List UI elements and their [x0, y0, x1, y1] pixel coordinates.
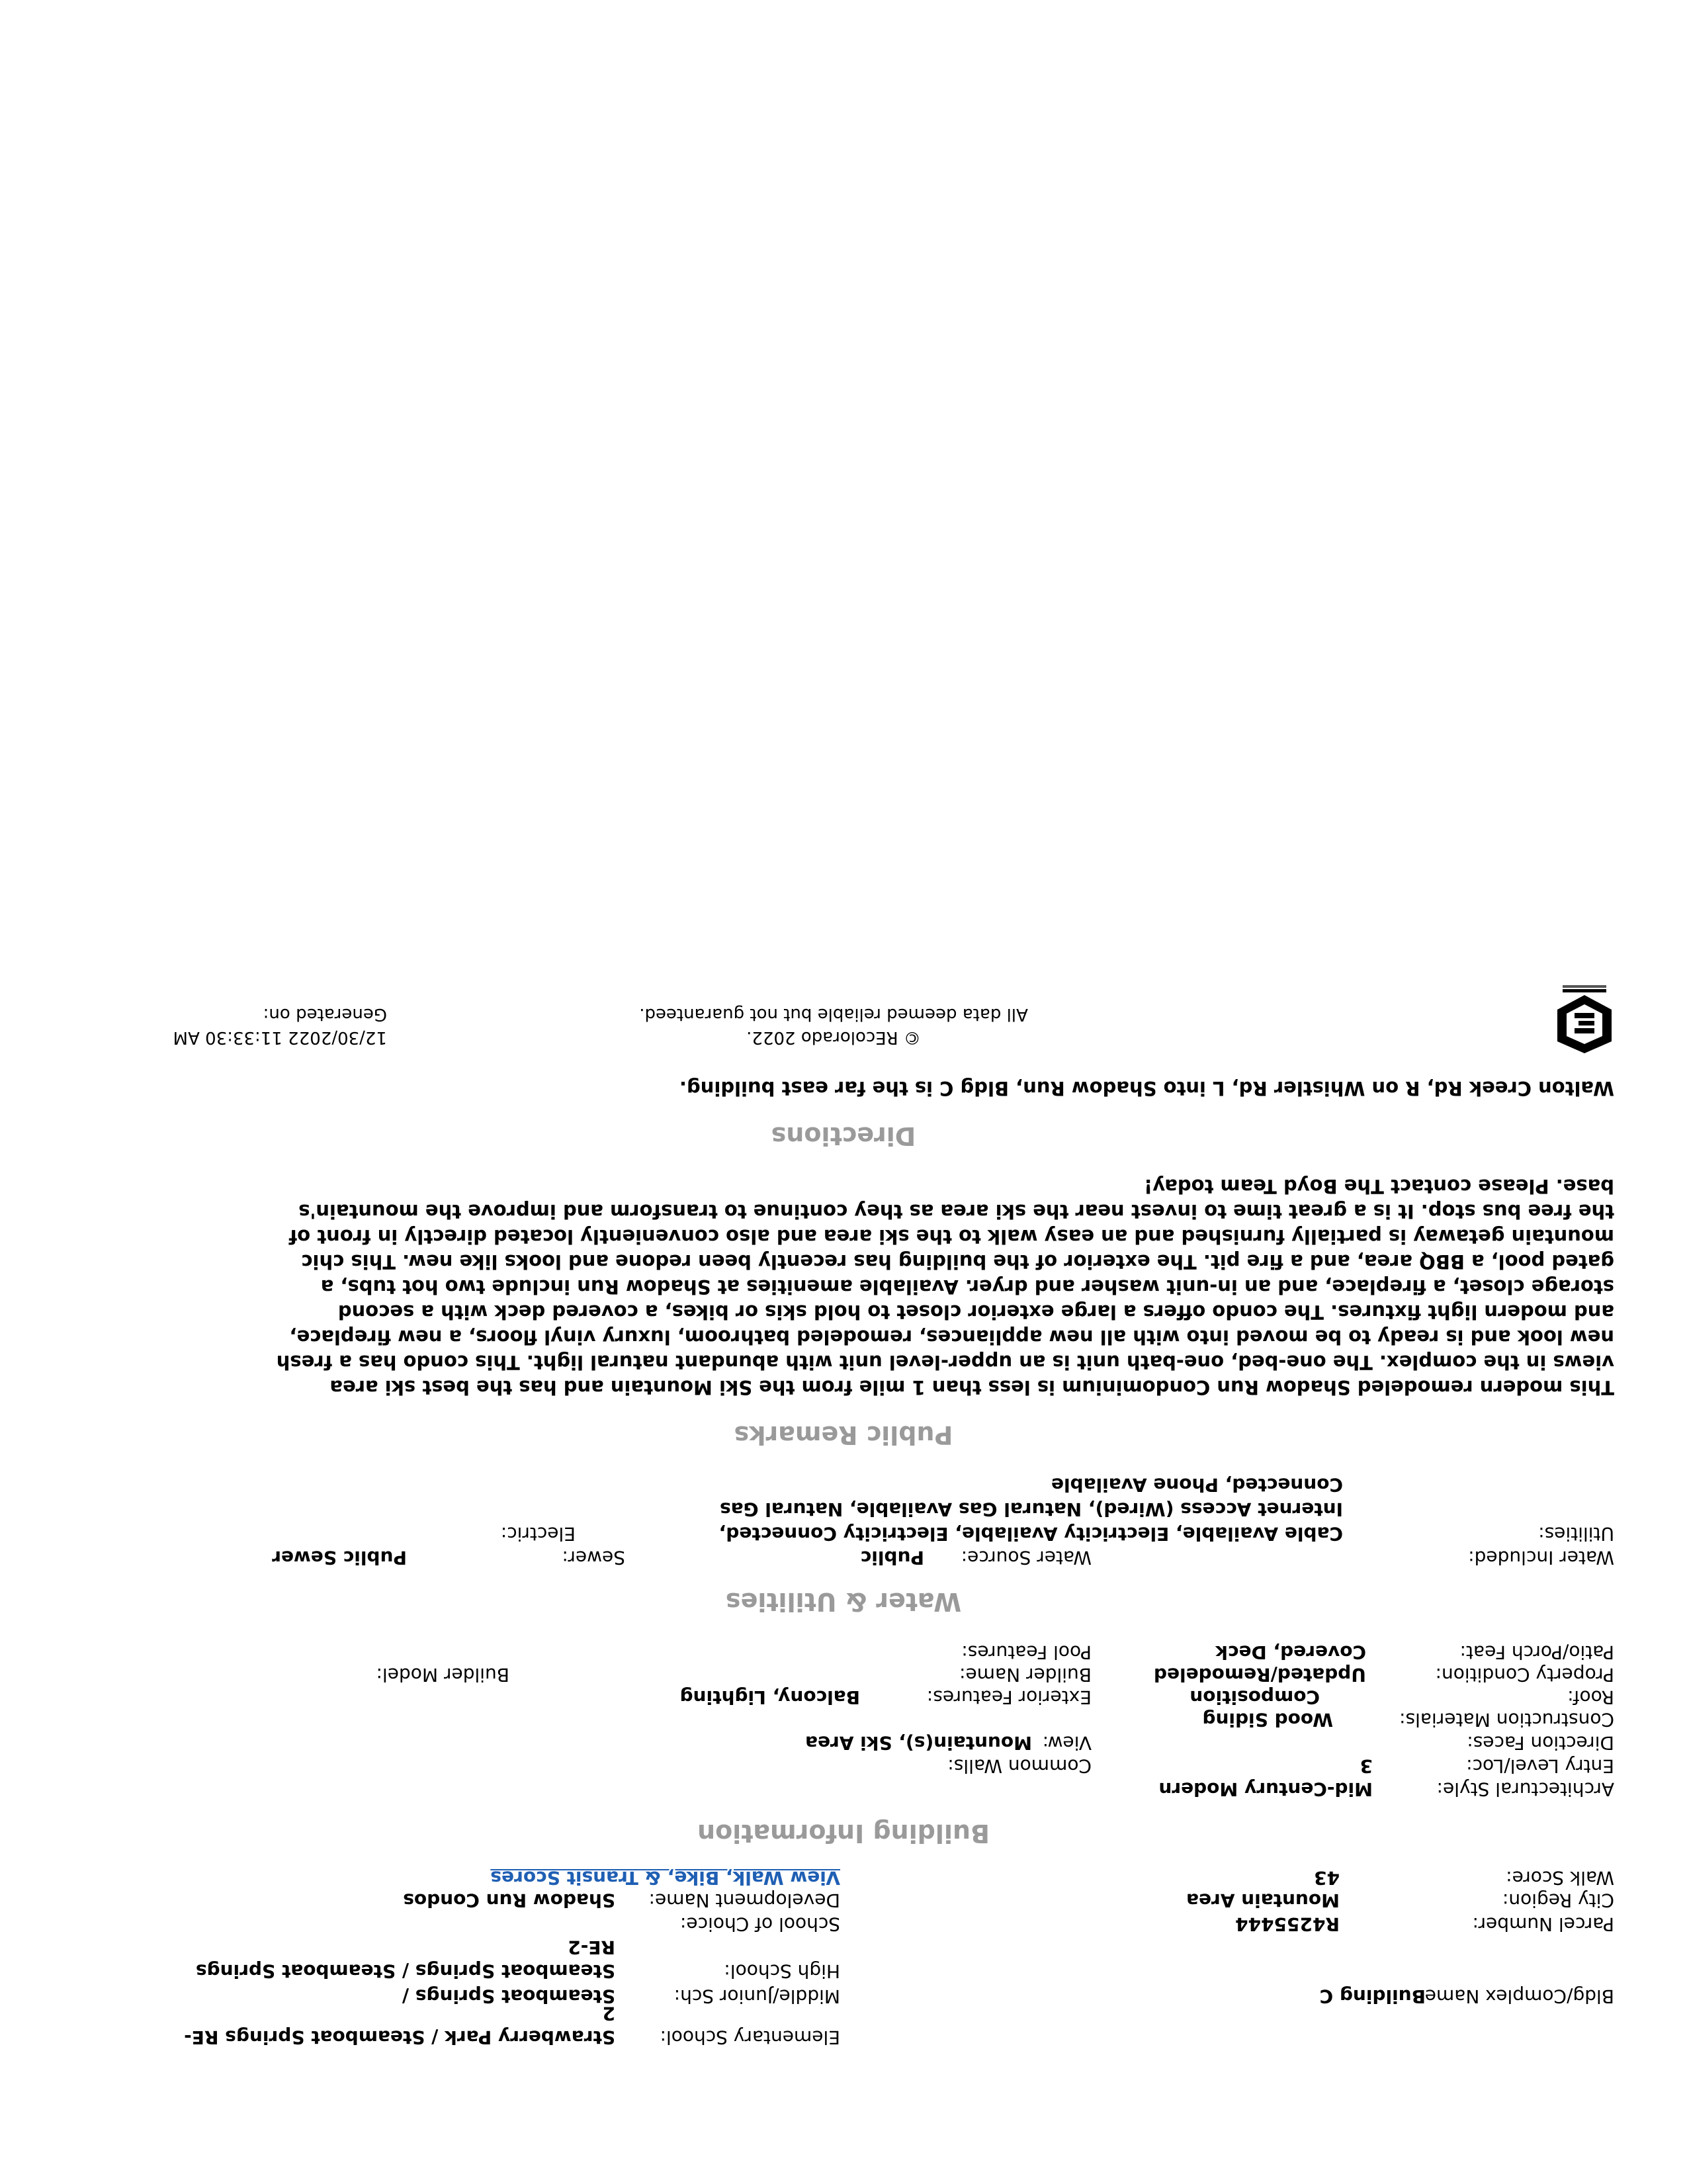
builder-name-label: Builder Name:: [959, 1664, 1092, 1686]
development-name-value: Shadow Run Condos: [403, 1890, 615, 1911]
architectural-style-value: Mid-Century Modern: [1158, 1778, 1373, 1800]
remarks-line: new look and is ready to be moved into with all new appliances, remodeled bathroom, luxury vinyl floors, a new fireplace,: [289, 1326, 1614, 1348]
architectural-style-label: Architectural Style:: [1436, 1778, 1614, 1800]
development-name-label: Development Name:: [648, 1890, 840, 1911]
construction-materials-label: Construction Materials:: [1399, 1709, 1614, 1731]
view-value: Mountain(s), Ski Area: [805, 1732, 1032, 1754]
entry-level-label: Entry Level/Loc:: [1466, 1755, 1614, 1777]
generated-on-value: 12/30/2022 11:33:30 AM: [173, 1027, 387, 1047]
high-school-label: High School:: [724, 1960, 840, 1982]
remarks-line: This modern remodeled Shadow Run Condominium is less than 1 mile from the Ski Mountain and has the best ski area: [329, 1376, 1614, 1399]
utilities-value-line3: Connected, Phone Available: [1051, 1474, 1343, 1496]
direction-faces-label: Direction Faces:: [1467, 1732, 1614, 1754]
disclaimer-text: All data deemed reliable but not guaranteed.: [639, 1004, 1028, 1024]
city-region-label: City Region:: [1502, 1890, 1614, 1911]
recolorado-logo: [1555, 981, 1614, 1056]
walk-score-label: Walk Score:: [1506, 1867, 1614, 1889]
water-source-label: Water Source:: [961, 1547, 1092, 1569]
public-remarks-text: [73, 1174, 1614, 1400]
water-included-label: Water Included:: [1468, 1547, 1614, 1569]
remarks-line: and modern light fixtures. The condo offers a large exterior closet to hold skis or bikes, a covered deck with a second: [337, 1301, 1614, 1323]
parcel-number-label: Parcel Number:: [1472, 1913, 1614, 1935]
utilities-label: Utilities:: [1538, 1523, 1614, 1545]
bldg-complex-label: Bldg/Complex Name:: [1418, 1986, 1614, 2007]
building-info-heading: Building Information: [697, 1819, 990, 1848]
water-utilities-heading: Water & Utilities: [725, 1587, 962, 1616]
remarks-line: gated pool, a BBQ area, and a fire pit. The exterior of the building has recently been redone and looks like new. This chic: [301, 1250, 1614, 1273]
remarks-line: the free bus stop. It is a great time to invest near the ski area as they continue to transform and improve the mountain's: [298, 1200, 1614, 1223]
remarks-line: views in the complex. The one-bed, one-bath unit is an upper-level unit with abundant natural light. This condo has a fresh: [276, 1351, 1614, 1374]
remarks-line: mountain getaway is partially furnished and an easy walk to the ski area and also conveniently located directly in front of: [288, 1225, 1614, 1248]
utilities-value-line2: Internet Access (Wired), Natural Gas Available, Natural Gas: [720, 1499, 1343, 1520]
remarks-line: storage closet, a fireplace, and an in-unit washer and dryer. Available amenities at Shadow Run include two hot tubs, a: [320, 1276, 1614, 1298]
directions-heading: Directions: [771, 1121, 916, 1151]
city-region-value: Mountain Area: [1186, 1890, 1340, 1911]
walk-score-value: 43: [1314, 1867, 1340, 1889]
public-remarks-heading: Public Remarks: [734, 1420, 953, 1450]
elementary-school-value-cont: 2: [602, 2003, 615, 2025]
electric-label: Electric:: [500, 1523, 576, 1545]
builder-model-label: Builder Model:: [376, 1664, 509, 1686]
exterior-features-label: Exterior Features:: [926, 1686, 1092, 1708]
property-condition-label: Property Condition:: [1435, 1664, 1614, 1686]
sewer-label: Sewer:: [562, 1547, 625, 1569]
exterior-features-value: Balcony, Lighting: [679, 1686, 860, 1708]
middle-school-label: Middle/Junior Sch:: [673, 1986, 840, 2007]
utilities-value: Cable Available, Electricity Available, Electricity Connected,: [718, 1523, 1343, 1545]
pool-features-label: Pool Features:: [961, 1641, 1092, 1663]
patio-porch-value: Covered, Deck: [1215, 1641, 1366, 1663]
high-school-value: Steamboat Springs / Steamboat Springs: [195, 1960, 615, 1982]
school-of-choice-label: School of Choice:: [679, 1913, 840, 1935]
sewer-value: Public Sewer: [272, 1547, 407, 1569]
patio-porch-label: Patio/Porch Feat:: [1459, 1641, 1614, 1663]
property-condition-value: Updated/Remodeled: [1154, 1664, 1366, 1686]
bldg-complex-value: Building C: [1319, 1986, 1426, 2007]
remarks-line: base. Please contact The Boyd Team today!: [1144, 1175, 1614, 1198]
parcel-number-value: R4255444: [1235, 1913, 1340, 1935]
common-walls-label: Common Walls:: [947, 1755, 1092, 1777]
high-school-value-cont: RE-2: [568, 1937, 615, 1958]
elementary-school-label: Elementary School:: [660, 2027, 840, 2048]
roof-label: Roof:: [1567, 1686, 1614, 1708]
copyright-text: © REcolorado 2022.: [746, 1027, 921, 1047]
entry-level-value: 3: [1360, 1755, 1373, 1777]
construction-materials-value: Wood Siding: [1202, 1709, 1333, 1731]
walk-bike-transit-link[interactable]: View Walk, Bike, & Transit Scores: [490, 1867, 840, 1889]
middle-school-value: Steamboat Springs /: [402, 1986, 615, 2007]
roof-value: Composition: [1190, 1686, 1320, 1708]
elementary-school-value: Strawberry Park / Steamboat Springs RE-: [184, 2027, 615, 2048]
generated-on-label: Generated on:: [263, 1004, 387, 1024]
water-source-value: Public: [860, 1547, 924, 1569]
directions-text: Walton Creek Rd, R on Whistler Rd, L into Shadow Run, Bldg C is the far east building.: [679, 1077, 1614, 1100]
view-label: View:: [1042, 1732, 1092, 1754]
